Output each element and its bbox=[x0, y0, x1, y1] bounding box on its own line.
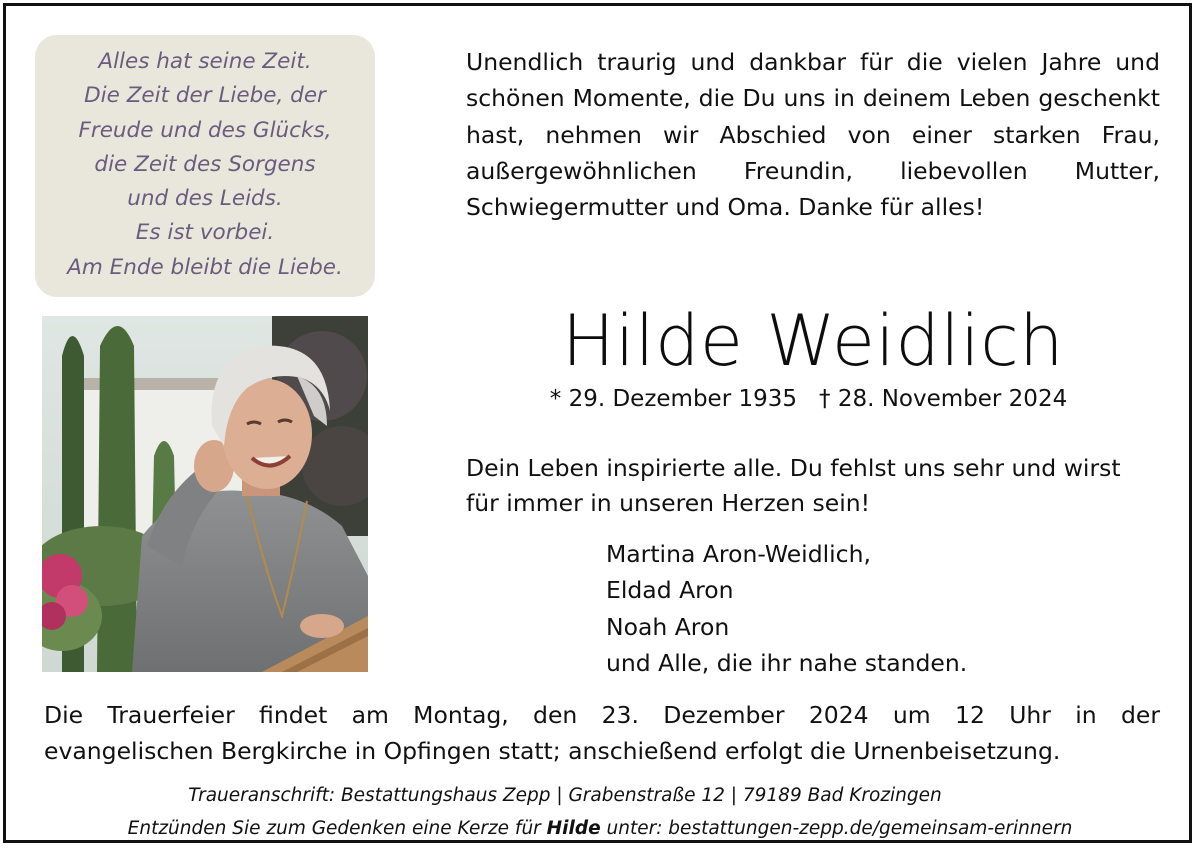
life-dates bbox=[466, 383, 1151, 415]
poem-line: Alles hat seine Zeit. bbox=[98, 49, 312, 74]
candle-name: Hilde bbox=[546, 818, 601, 839]
death-date: † 28. November 2024 bbox=[819, 386, 1068, 412]
mourning-address: Traueranschrift: Bestattungshaus Zepp | Grabenstraße 12 | 79189 Bad Krozingen bbox=[188, 785, 942, 806]
tribute-line: Dein Leben inspirierte alle. Du fehlst uns sehr und wirst bbox=[466, 454, 1121, 482]
portrait-photo bbox=[42, 316, 368, 672]
family-line: Eldad Aron bbox=[606, 576, 734, 605]
service-line: Die Trauerfeier findet am Montag, den 23. Dezember 2024 um 12 Uhr in der bbox=[44, 701, 1160, 729]
family-signature bbox=[606, 536, 967, 681]
candle-text-after: unter: bestattungen-zepp.de/gemeinsam-erinnern bbox=[600, 818, 1073, 839]
service-announcement bbox=[44, 697, 1160, 769]
poem-line: und des Leids. bbox=[127, 186, 283, 212]
family-line: Martina Aron-Weidlich, bbox=[606, 540, 871, 568]
candle-text-before: Entzünden Sie zum Gedenken eine Kerze für bbox=[127, 818, 547, 839]
family-line: und Alle, die ihr nahe standen. bbox=[606, 648, 968, 677]
tribute-text bbox=[466, 451, 1160, 520]
candle-note bbox=[0, 815, 1200, 843]
poem-line: Am Ende bleibt die Liebe. bbox=[67, 254, 343, 280]
poem-line: Die Zeit der Liebe, der bbox=[84, 83, 326, 109]
poem-line: die Zeit des Sorgens bbox=[94, 151, 316, 177]
tribute-line: für immer in unseren Herzen sein! bbox=[466, 488, 871, 517]
deceased-name: Hilde Weidlich bbox=[561, 300, 1065, 382]
poem-box bbox=[35, 35, 375, 297]
poem-line: Freude und des Glücks, bbox=[78, 117, 332, 143]
service-line: evangelischen Bergkirche in Opfingen statt; anschießend erfolgt die Urnenbeisetzung. bbox=[44, 737, 1061, 765]
poem-line: Es ist vorbei. bbox=[135, 220, 275, 246]
portrait-illustration bbox=[42, 316, 368, 672]
intro-text: Unendlich traurig und dankbar für die vielen Jahre und schönen Momente, die Du uns in deinem Leben geschenkt hast, nehmen wir Abschied von einer starken Frau, außergewöhnlichen Freundin, liebevollen Mutter, Schwiegermutter und Oma. Danke für alles! bbox=[466, 48, 1160, 222]
family-line: Noah Aron bbox=[606, 612, 730, 641]
birth-date: * 29. Dezember 1935 bbox=[549, 386, 798, 412]
